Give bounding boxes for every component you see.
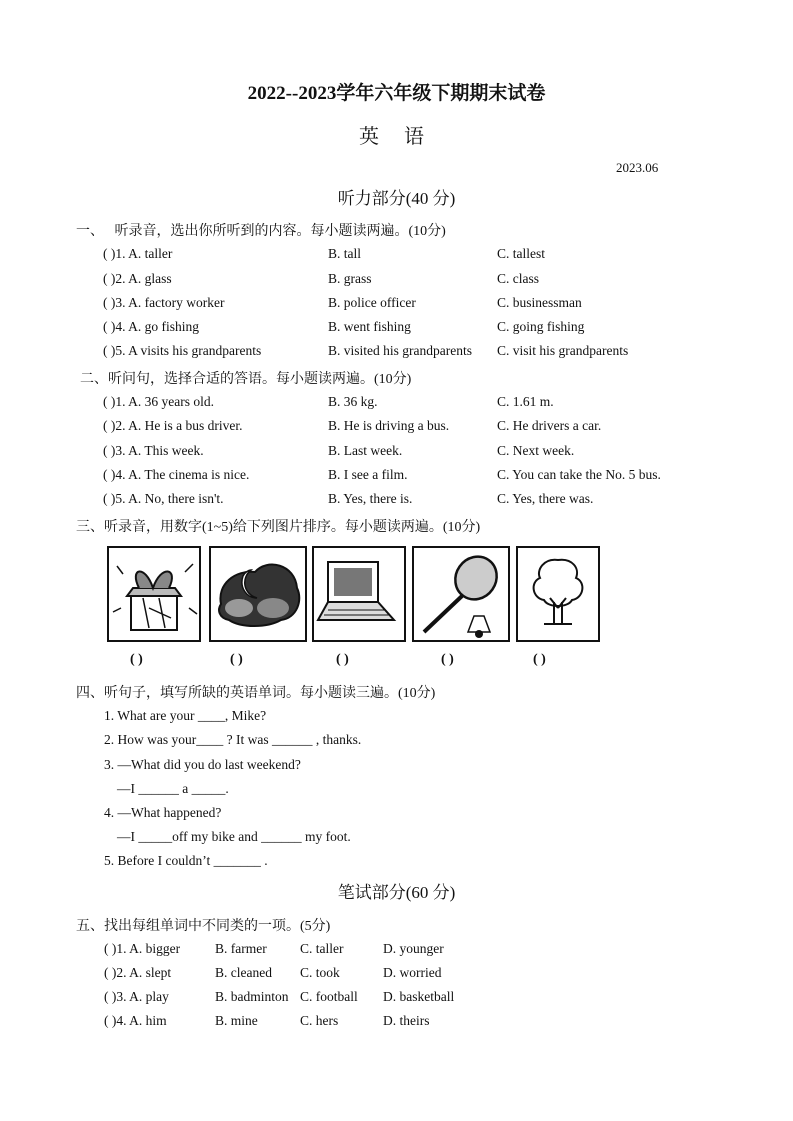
badminton-racket-picture [412,546,510,642]
option-c: C. tallest [497,246,545,261]
question-row [0,394,793,416]
option-a: ( )2. A. glass [103,271,172,286]
option-b: B. badminton [215,989,289,1004]
option-a: ( )1. A. taller [103,246,173,261]
option-b: B. tall [328,246,361,261]
option-c: C. Yes, there was. [497,491,594,506]
fill-line: 1. What are your ____, Mike? [104,708,267,723]
section-3-heading: 三、听录音，用数字(1~5)给下列图片排序。每小题读两遍。(10分) [76,520,481,535]
answer-blank[interactable]: ( ) [533,652,546,667]
fill-line: —I ______ a _____. [117,781,229,796]
fill-line: 5. Before I couldn’t _______ . [104,853,268,868]
option-a: ( )1. A. bigger [104,941,181,956]
option-b: B. Yes, there is. [328,491,413,506]
writing-part-title: 笔试部分(60 分) [337,883,456,902]
question-row [0,246,793,268]
option-c: C. He drivers a car. [497,418,602,433]
exam-date: 2023.06 [616,160,659,175]
question-row [0,319,793,341]
option-b: B. 36 kg. [328,394,378,409]
option-d: D. theirs [383,1013,430,1028]
moon-clouds-picture [209,546,307,642]
answer-blank[interactable]: ( ) [130,652,143,667]
question-row [0,989,793,1011]
option-d: D. worried [383,965,442,980]
option-b: B. visited his grandparents [328,343,472,358]
question-row [0,941,793,963]
listening-part-title: 听力部分(40 分) [337,189,456,208]
question-row [0,443,793,465]
option-c: C. going fishing [497,319,585,334]
section-2-heading: 二、听问句，选择合适的答语。每小题读两遍。(10分) [80,372,412,387]
option-b: B. grass [328,271,372,286]
section-4-heading: 四、听句子，填写所缺的英语单词。每小题读三遍。(10分) [76,686,436,701]
option-a: ( )3. A. This week. [103,443,204,458]
question-row [0,1013,793,1035]
option-c: C. visit his grandparents [497,343,629,358]
option-b: B. mine [215,1013,258,1028]
option-a: ( )4. A. go fishing [103,319,199,334]
option-c: C. Next week. [497,443,575,458]
option-c: C. hers [300,1013,339,1028]
section-1-heading: 一、 听录音，选出你所听到的内容。每小题读两遍。(10分) [76,224,446,239]
option-b: B. farmer [215,941,267,956]
option-b: B. went fishing [328,319,411,334]
option-a: ( )1. A. 36 years old. [103,394,214,409]
option-a: ( )5. A visits his grandparents [103,343,262,358]
fill-line: 3. —What did you do last weekend? [104,757,301,772]
option-b: B. police officer [328,295,416,310]
subject-title: 英 语 [359,126,434,148]
question-row [0,295,793,317]
option-c: C. taller [300,941,344,956]
option-d: D. younger [383,941,444,956]
laptop-picture [312,546,406,642]
fill-line: —I _____off my bike and ______ my foot. [117,829,351,844]
answer-blank[interactable]: ( ) [441,652,454,667]
option-a: ( )2. A. slept [104,965,172,980]
fill-line: 2. How was your____ ? It was ______ , thanks. [104,732,362,747]
answer-blank[interactable]: ( ) [336,652,349,667]
option-c: C. businessman [497,295,582,310]
option-a: ( )5. A. No, there isn't. [103,491,224,506]
option-b: B. Last week. [328,443,403,458]
option-a: ( )2. A. He is a bus driver. [103,418,243,433]
question-row [0,965,793,987]
option-d: D. basketball [383,989,455,1004]
option-c: C. You can take the No. 5 bus. [497,467,661,482]
gift-box-picture [107,546,201,642]
question-row [0,467,793,489]
option-c: C. football [300,989,358,1004]
question-row [0,343,793,365]
question-row [0,418,793,440]
question-row [0,491,793,513]
tree-picture [516,546,600,642]
section-5-heading: 五、找出每组单词中不同类的一项。(5分) [76,919,331,934]
option-a: ( )3. A. factory worker [103,295,225,310]
option-c: C. took [300,965,340,980]
option-a: ( )4. A. him [104,1013,167,1028]
option-b: B. cleaned [215,965,272,980]
option-c: C. 1.61 m. [497,394,554,409]
option-b: B. I see a film. [328,467,408,482]
fill-line: 4. —What happened? [104,805,222,820]
question-row [0,271,793,293]
option-b: B. He is driving a bus. [328,418,450,433]
exam-title: 2022--2023学年六年级下期期末试卷 [247,83,546,104]
option-a: ( )4. A. The cinema is nice. [103,467,250,482]
option-a: ( )3. A. play [104,989,169,1004]
option-c: C. class [497,271,539,286]
answer-blank[interactable]: ( ) [230,652,243,667]
